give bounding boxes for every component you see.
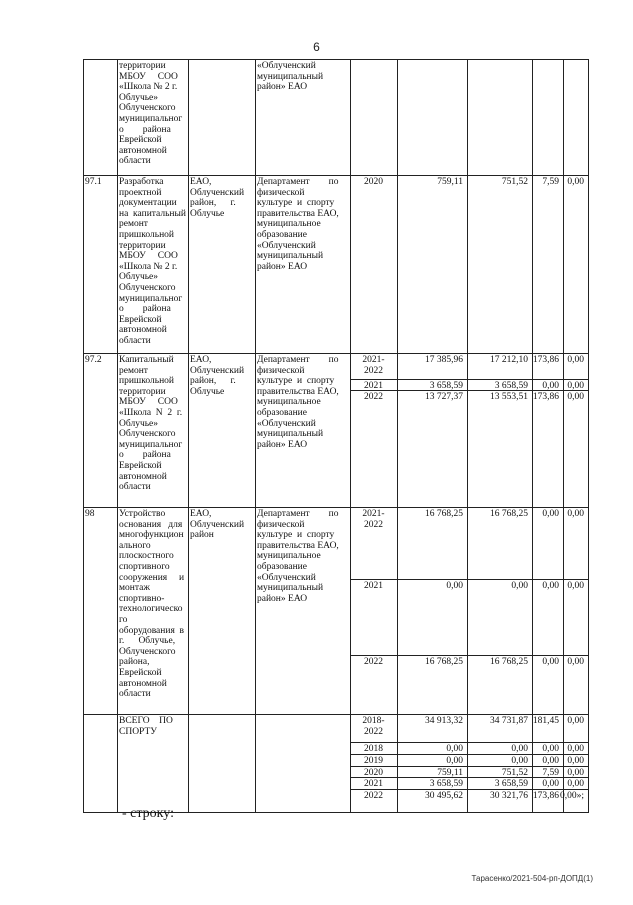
table-rule xyxy=(83,353,589,354)
table-column-rule xyxy=(532,59,533,813)
table-column-rule xyxy=(83,59,84,813)
table-rule xyxy=(350,579,589,580)
year-cell: 2019 xyxy=(364,756,383,766)
year-cell: 2021 xyxy=(364,581,383,591)
federal-amount: 751,52 xyxy=(501,768,528,778)
after-table-text: - строку: xyxy=(122,806,174,821)
year-cell: 2018 xyxy=(364,744,383,754)
regional-amount: 173,86 xyxy=(532,355,559,365)
federal-amount: 3 658,59 xyxy=(494,779,528,789)
municipal-amount: 0,00 xyxy=(567,381,584,391)
total-amount: 3 658,59 xyxy=(429,779,463,789)
year-cell: 2020 xyxy=(364,768,383,778)
table-column-rule xyxy=(467,59,468,813)
federal-amount: 0,00 xyxy=(511,744,528,754)
regional-amount: 0,00 xyxy=(542,744,559,754)
table-rule xyxy=(83,59,589,60)
municipal-amount: 0,00 xyxy=(567,744,584,754)
year-cell: 2021- 2022 xyxy=(362,355,385,376)
federal-amount: 30 321,76 xyxy=(490,791,528,801)
row-executor: Департамент по физической культуре и спорту правительства ЕАО, муниципальное образование «Облученский муниципальный район» ЕАО xyxy=(257,177,339,272)
table-rule xyxy=(83,175,589,176)
table-column-rule xyxy=(117,59,118,813)
program-table xyxy=(83,59,588,812)
table-column-rule xyxy=(188,59,189,813)
regional-amount: 181,45 xyxy=(532,716,559,726)
regional-amount: 173,86 xyxy=(532,791,559,801)
year-cell: 2022 xyxy=(364,657,383,667)
federal-amount: 16 768,25 xyxy=(490,657,528,667)
municipal-amount: 0,00 xyxy=(567,779,584,789)
year-cell: 2021 xyxy=(364,779,383,789)
municipal-amount: 0,00 xyxy=(567,657,584,667)
municipal-amount: 0,00 xyxy=(567,509,584,519)
table-column-rule xyxy=(588,59,589,813)
federal-amount: 17 212,10 xyxy=(490,355,528,365)
regional-amount: 0,00 xyxy=(542,509,559,519)
row-number: 98 xyxy=(85,509,95,519)
table-column-rule xyxy=(397,59,398,813)
regional-amount: 7,59 xyxy=(542,768,559,778)
regional-amount: 0,00 xyxy=(542,657,559,667)
municipal-amount: 0,00 xyxy=(567,177,584,187)
row-name: Капитальный ремонт пришкольной территории МБОУ СОО «Школа N 2 г. Облучье» Облученского муниципальног о района Еврейской автономной области xyxy=(119,355,183,493)
regional-amount: 7,59 xyxy=(542,177,559,187)
row-name: Устройство основания для многофункцион ального плоскостного спортивного сооружения и монтаж спортивно- технологическо го оборудования в г. Облучье, Облученского района, Еврейской автономной области xyxy=(119,509,185,700)
regional-amount: 173,86 xyxy=(532,392,559,402)
federal-amount: 751,52 xyxy=(501,177,528,187)
table-rule xyxy=(83,507,589,508)
table-column-rule xyxy=(350,59,351,813)
municipal-amount: 0,00 xyxy=(567,768,584,778)
row-number: 97.1 xyxy=(85,177,102,187)
total-amount: 0,00 xyxy=(446,581,463,591)
federal-amount: 34 731,87 xyxy=(490,716,528,726)
federal-amount: 0,00 xyxy=(511,581,528,591)
total-amount: 3 658,59 xyxy=(429,381,463,391)
municipal-amount: 0,00 xyxy=(567,716,584,726)
table-rule xyxy=(350,655,589,656)
municipal-amount: 0,00 xyxy=(567,756,584,766)
total-amount: 0,00 xyxy=(446,744,463,754)
year-cell: 2021- 2022 xyxy=(362,509,385,530)
municipal-amount: 0,00»; xyxy=(559,791,584,801)
table-rule xyxy=(83,714,589,715)
regional-amount: 0,00 xyxy=(542,581,559,591)
regional-amount: 0,00 xyxy=(542,756,559,766)
federal-amount: 16 768,25 xyxy=(490,509,528,519)
regional-amount: 0,00 xyxy=(542,381,559,391)
row-location: ЕАО, Облученский район, г. Облучье xyxy=(190,355,245,397)
table-column-rule xyxy=(255,59,256,813)
total-amount: 16 768,25 xyxy=(425,509,463,519)
federal-amount: 13 553,51 xyxy=(490,392,528,402)
row-name: ВСЕГО ПО СПОРТУ xyxy=(119,716,173,737)
row-number: 97.2 xyxy=(85,355,102,365)
row-executor: Департамент по физической культуре и спорту правительства ЕАО, муниципальное образование «Облученский муниципальный район» ЕАО xyxy=(257,509,339,604)
page-number: 6 xyxy=(313,40,320,54)
municipal-amount: 0,00 xyxy=(567,355,584,365)
row-executor: «Облученский муниципальный район» ЕАО xyxy=(257,61,324,93)
federal-amount: 3 658,59 xyxy=(494,381,528,391)
total-amount: 34 913,32 xyxy=(425,716,463,726)
row-location: ЕАО, Облученский район xyxy=(190,509,245,541)
year-cell: 2020 xyxy=(364,177,383,187)
row-location: ЕАО, Облученский район, г. Облучье xyxy=(190,177,245,219)
total-amount: 759,11 xyxy=(437,768,463,778)
total-amount: 30 495,62 xyxy=(425,791,463,801)
year-cell: 2021 xyxy=(364,381,383,391)
year-cell: 2018- 2022 xyxy=(362,716,385,737)
total-amount: 17 385,96 xyxy=(425,355,463,365)
row-name: территории МБОУ СОО «Школа № 2 г. Облучье» Облученского муниципальног о района Еврейской автономной области xyxy=(119,61,183,167)
regional-amount: 0,00 xyxy=(542,779,559,789)
municipal-amount: 0,00 xyxy=(567,581,584,591)
table-column-rule xyxy=(563,59,564,813)
table-rule xyxy=(350,742,589,743)
year-cell: 2022 xyxy=(364,791,383,801)
municipal-amount: 0,00 xyxy=(567,392,584,402)
total-amount: 13 727,37 xyxy=(425,392,463,402)
total-amount: 16 768,25 xyxy=(425,657,463,667)
year-cell: 2022 xyxy=(364,392,383,402)
federal-amount: 0,00 xyxy=(511,756,528,766)
document-reference: Тарасенко/2021-504-рп-ДОПД(1) xyxy=(471,874,593,883)
table-rule xyxy=(350,379,589,380)
row-executor: Департамент по физической культуре и спорту правительства ЕАО, муниципальное образование «Облученский муниципальный район» ЕАО xyxy=(257,355,339,450)
row-name: Разработка проектной документации на капитальный ремонт пришкольной территории МБОУ СОО «Школа № 2 г. Облучье» Облученского муниципальног о района Еврейской автономной области xyxy=(119,177,186,346)
total-amount: 0,00 xyxy=(446,756,463,766)
total-amount: 759,11 xyxy=(437,177,463,187)
